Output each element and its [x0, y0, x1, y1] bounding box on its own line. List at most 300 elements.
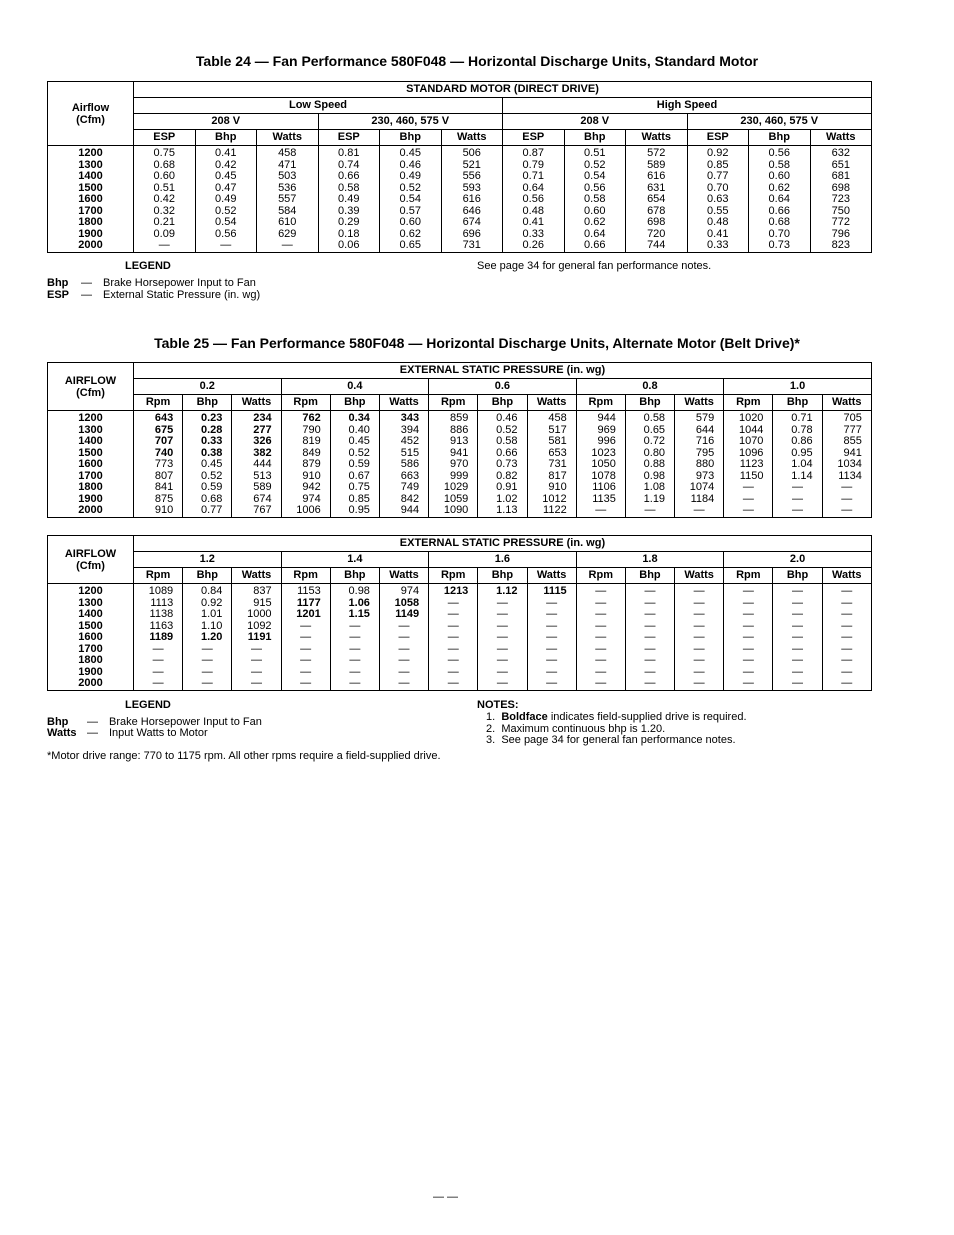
- data-cell: —: [183, 655, 232, 667]
- data-cell: 581: [527, 436, 576, 448]
- data-cell: 458: [527, 411, 576, 425]
- data-cell: 0.60: [380, 217, 442, 229]
- column-header: Bhp: [478, 395, 527, 411]
- data-cell: 996: [576, 436, 625, 448]
- column-header: Watts: [441, 130, 503, 146]
- data-cell: 458: [257, 146, 319, 160]
- note-item: 2. Maximum continuous bhp is 1.20.: [486, 723, 666, 735]
- table25-title: Table 25 — Fan Performance 580F048 — Horizontal Discharge Units, Alternate Motor (Belt Drive)*: [154, 335, 800, 351]
- data-cell: —: [576, 678, 625, 690]
- column-header: Rpm: [724, 395, 773, 411]
- data-cell: 0.41: [195, 146, 257, 160]
- data-cell: 1163: [134, 621, 183, 633]
- data-cell: 0.52: [183, 471, 232, 483]
- legend-dash: —: [87, 727, 98, 739]
- data-cell: 807: [134, 471, 183, 483]
- data-cell: —: [773, 644, 822, 656]
- data-cell: —: [478, 655, 527, 667]
- data-cell: —: [330, 655, 379, 667]
- data-cell: —: [134, 240, 196, 252]
- notes-title: NOTES:: [477, 699, 519, 711]
- data-cell: 0.58: [564, 194, 626, 206]
- data-cell: —: [134, 644, 183, 656]
- column-header: Bhp: [195, 130, 257, 146]
- column-header: Watts: [626, 130, 688, 146]
- data-cell: 1.14: [773, 471, 822, 483]
- data-cell: 0.45: [195, 171, 257, 183]
- data-cell: 629: [257, 229, 319, 241]
- data-cell: 1138: [134, 609, 183, 621]
- data-cell: 974: [379, 584, 428, 598]
- column-header: Rpm: [724, 568, 773, 584]
- airflow-cell: 1400: [48, 609, 134, 621]
- table25-legend-title: LEGEND: [125, 699, 171, 711]
- data-cell: —: [527, 678, 576, 690]
- data-cell: 674: [441, 217, 503, 229]
- data-cell: 720: [626, 229, 688, 241]
- voltage-header: 208 V: [503, 114, 688, 130]
- data-cell: 0.65: [380, 240, 442, 252]
- data-cell: 0.54: [380, 194, 442, 206]
- data-cell: 0.26: [503, 240, 565, 252]
- data-cell: —: [773, 621, 822, 633]
- data-cell: —: [429, 598, 478, 610]
- table-row: [48, 584, 872, 598]
- data-cell: —: [724, 609, 773, 621]
- data-cell: 999: [429, 471, 478, 483]
- data-cell: —: [195, 240, 257, 252]
- data-cell: 1.15: [330, 609, 379, 621]
- data-cell: —: [625, 609, 674, 621]
- data-cell: 0.65: [625, 425, 674, 437]
- data-cell: 0.68: [134, 160, 196, 172]
- data-cell: —: [773, 609, 822, 621]
- data-cell: —: [724, 667, 773, 679]
- data-cell: —: [822, 505, 871, 517]
- data-cell: —: [232, 644, 281, 656]
- airflow-cell: 2000: [48, 678, 134, 690]
- data-cell: 723: [810, 194, 872, 206]
- data-cell: 772: [810, 217, 872, 229]
- motor-header: STANDARD MOTOR (DIRECT DRIVE): [134, 82, 872, 98]
- data-cell: —: [330, 667, 379, 679]
- data-cell: —: [675, 678, 724, 690]
- data-cell: 0.52: [478, 425, 527, 437]
- data-cell: —: [625, 632, 674, 644]
- data-cell: 0.73: [478, 459, 527, 471]
- data-cell: —: [724, 584, 773, 598]
- data-cell: 1029: [429, 482, 478, 494]
- data-cell: 0.92: [687, 146, 749, 160]
- data-cell: 0.46: [478, 411, 527, 425]
- data-cell: 944: [576, 411, 625, 425]
- data-cell: —: [822, 667, 871, 679]
- data-cell: —: [625, 505, 674, 517]
- data-cell: —: [724, 678, 773, 690]
- data-cell: 589: [232, 482, 281, 494]
- data-cell: —: [724, 621, 773, 633]
- data-cell: 0.74: [318, 160, 380, 172]
- table24-note: See page 34 for general fan performance notes.: [477, 260, 712, 272]
- data-cell: 1134: [822, 471, 871, 483]
- column-header: Rpm: [134, 395, 183, 411]
- airflow-cell: 1800: [48, 482, 134, 494]
- data-cell: —: [429, 667, 478, 679]
- data-cell: 0.45: [380, 146, 442, 160]
- data-cell: —: [822, 609, 871, 621]
- data-cell: —: [625, 678, 674, 690]
- data-cell: 0.49: [318, 194, 380, 206]
- data-cell: —: [379, 678, 428, 690]
- data-cell: 0.70: [749, 229, 811, 241]
- airflow-cell: 1800: [48, 217, 134, 229]
- column-header: Watts: [822, 395, 871, 411]
- data-cell: —: [478, 621, 527, 633]
- data-cell: —: [822, 621, 871, 633]
- data-cell: —: [281, 632, 330, 644]
- data-cell: —: [527, 598, 576, 610]
- table-row: [48, 240, 872, 252]
- data-cell: 773: [134, 459, 183, 471]
- column-header: Watts: [379, 395, 428, 411]
- data-cell: 879: [281, 459, 330, 471]
- column-header: Rpm: [429, 395, 478, 411]
- data-cell: 0.28: [183, 425, 232, 437]
- data-cell: 678: [626, 206, 688, 218]
- pressure-header: 0.6: [429, 379, 577, 395]
- data-cell: —: [625, 667, 674, 679]
- data-cell: 1089: [134, 584, 183, 598]
- data-cell: 1113: [134, 598, 183, 610]
- airflow-cell: 1800: [48, 655, 134, 667]
- data-cell: —: [232, 678, 281, 690]
- legend-value: External Static Pressure (in. wg): [103, 289, 261, 301]
- data-cell: 0.60: [134, 171, 196, 183]
- data-cell: 0.95: [773, 448, 822, 460]
- table-row: [48, 505, 872, 517]
- data-cell: 0.70: [687, 183, 749, 195]
- data-cell: 1050: [576, 459, 625, 471]
- data-cell: 517: [527, 425, 576, 437]
- data-cell: 823: [810, 240, 872, 252]
- data-cell: 705: [822, 411, 871, 425]
- data-cell: 0.57: [380, 206, 442, 218]
- table25-part1: [47, 362, 872, 518]
- data-cell: 0.66: [318, 171, 380, 183]
- data-cell: 506: [441, 146, 503, 160]
- data-cell: 0.54: [195, 217, 257, 229]
- table-row: [48, 146, 872, 160]
- data-cell: —: [379, 667, 428, 679]
- airflow-header: AIRFLOW (Cfm): [48, 536, 134, 584]
- data-cell: 1135: [576, 494, 625, 506]
- data-cell: —: [625, 598, 674, 610]
- legend-row: [47, 728, 208, 740]
- airflow-cell: 1500: [48, 183, 134, 195]
- data-cell: 1213: [429, 584, 478, 598]
- data-cell: 0.06: [318, 240, 380, 252]
- data-cell: —: [822, 598, 871, 610]
- column-header: Watts: [379, 568, 428, 584]
- low-speed-header: Low Speed: [134, 98, 503, 114]
- column-header: Watts: [527, 395, 576, 411]
- data-cell: —: [379, 621, 428, 633]
- table-row: [48, 482, 872, 494]
- data-cell: 0.58: [625, 411, 674, 425]
- legend-row: [47, 290, 260, 302]
- data-cell: 0.64: [749, 194, 811, 206]
- data-cell: —: [724, 655, 773, 667]
- data-cell: 886: [429, 425, 478, 437]
- data-cell: 1006: [281, 505, 330, 517]
- data-cell: 515: [379, 448, 428, 460]
- data-cell: 795: [675, 448, 724, 460]
- airflow-cell: 1900: [48, 229, 134, 241]
- data-cell: —: [576, 667, 625, 679]
- data-cell: —: [429, 632, 478, 644]
- data-cell: 0.41: [687, 229, 749, 241]
- data-cell: —: [675, 609, 724, 621]
- data-cell: 698: [626, 217, 688, 229]
- data-cell: 616: [441, 194, 503, 206]
- legend-value: Brake Horsepower Input to Fan: [109, 716, 262, 728]
- data-cell: 0.80: [625, 448, 674, 460]
- data-cell: —: [478, 598, 527, 610]
- high-speed-header: High Speed: [503, 98, 872, 114]
- data-cell: 0.39: [318, 206, 380, 218]
- data-cell: 681: [810, 171, 872, 183]
- data-cell: 0.88: [625, 459, 674, 471]
- data-cell: —: [576, 632, 625, 644]
- data-cell: 837: [232, 584, 281, 598]
- data-cell: 0.56: [749, 146, 811, 160]
- data-cell: 0.68: [749, 217, 811, 229]
- data-cell: 593: [441, 183, 503, 195]
- data-cell: —: [625, 584, 674, 598]
- column-header: Rpm: [281, 395, 330, 411]
- column-header: Bhp: [773, 568, 822, 584]
- data-cell: 0.58: [318, 183, 380, 195]
- data-cell: 0.71: [503, 171, 565, 183]
- data-cell: 941: [429, 448, 478, 460]
- data-cell: 973: [675, 471, 724, 483]
- data-cell: —: [724, 482, 773, 494]
- data-cell: —: [183, 644, 232, 656]
- data-cell: 1.08: [625, 482, 674, 494]
- data-cell: 698: [810, 183, 872, 195]
- data-cell: 0.33: [687, 240, 749, 252]
- data-cell: —: [675, 505, 724, 517]
- data-cell: —: [675, 667, 724, 679]
- airflow-cell: 1900: [48, 494, 134, 506]
- data-cell: 471: [257, 160, 319, 172]
- data-cell: —: [773, 505, 822, 517]
- column-header: Watts: [822, 568, 871, 584]
- column-header: Rpm: [134, 568, 183, 584]
- data-cell: 0.86: [773, 436, 822, 448]
- data-cell: 0.18: [318, 229, 380, 241]
- data-cell: 0.64: [564, 229, 626, 241]
- data-cell: —: [429, 644, 478, 656]
- data-cell: 942: [281, 482, 330, 494]
- airflow-header: AIRFLOW (Cfm): [48, 363, 134, 411]
- data-cell: 1106: [576, 482, 625, 494]
- legend-dash: —: [87, 716, 98, 728]
- data-cell: 1191: [232, 632, 281, 644]
- data-cell: 910: [134, 505, 183, 517]
- airflow-header: Airflow (Cfm): [48, 82, 134, 146]
- data-cell: 0.51: [564, 146, 626, 160]
- data-cell: —: [379, 655, 428, 667]
- airflow-cell: 1200: [48, 584, 134, 598]
- data-cell: 0.52: [380, 183, 442, 195]
- column-header: Bhp: [183, 395, 232, 411]
- data-cell: 579: [675, 411, 724, 425]
- data-cell: —: [183, 678, 232, 690]
- legend-dash: —: [81, 289, 92, 301]
- data-cell: —: [576, 609, 625, 621]
- table25-part2: [47, 535, 872, 691]
- table24-legend-title: LEGEND: [125, 260, 171, 272]
- column-header: ESP: [318, 130, 380, 146]
- data-cell: —: [576, 584, 625, 598]
- data-cell: 616: [626, 171, 688, 183]
- data-cell: 1096: [724, 448, 773, 460]
- airflow-cell: 1700: [48, 206, 134, 218]
- data-cell: 1059: [429, 494, 478, 506]
- data-cell: 0.77: [183, 505, 232, 517]
- data-cell: 915: [232, 598, 281, 610]
- data-cell: 234: [232, 411, 281, 425]
- data-cell: 0.77: [687, 171, 749, 183]
- airflow-cell: 2000: [48, 240, 134, 252]
- data-cell: —: [232, 655, 281, 667]
- airflow-cell: 1700: [48, 471, 134, 483]
- data-cell: 0.95: [330, 505, 379, 517]
- voltage-header: 208 V: [134, 114, 319, 130]
- column-header: Rpm: [281, 568, 330, 584]
- data-cell: 744: [626, 240, 688, 252]
- data-cell: 643: [134, 411, 183, 425]
- data-cell: 941: [822, 448, 871, 460]
- data-cell: 0.46: [380, 160, 442, 172]
- data-cell: 974: [281, 494, 330, 506]
- data-cell: —: [724, 598, 773, 610]
- data-cell: 880: [675, 459, 724, 471]
- data-cell: 0.91: [478, 482, 527, 494]
- pressure-header: 1.0: [724, 379, 872, 395]
- data-cell: 0.59: [183, 482, 232, 494]
- data-cell: —: [576, 505, 625, 517]
- data-cell: 1090: [429, 505, 478, 517]
- data-cell: 0.71: [773, 411, 822, 425]
- data-cell: —: [822, 494, 871, 506]
- data-cell: 1150: [724, 471, 773, 483]
- data-cell: 0.56: [195, 229, 257, 241]
- data-cell: 1044: [724, 425, 773, 437]
- pressure-header: 1.8: [576, 552, 724, 568]
- pressure-header: 1.2: [134, 552, 282, 568]
- data-cell: 0.33: [503, 229, 565, 241]
- table-row: [48, 436, 872, 448]
- data-cell: 1.19: [625, 494, 674, 506]
- data-cell: —: [429, 621, 478, 633]
- data-cell: 653: [527, 448, 576, 460]
- data-cell: 796: [810, 229, 872, 241]
- airflow-cell: 1900: [48, 667, 134, 679]
- data-cell: —: [724, 632, 773, 644]
- page-number: — —: [433, 1191, 459, 1203]
- data-cell: —: [281, 678, 330, 690]
- data-cell: 767: [232, 505, 281, 517]
- column-header: Watts: [810, 130, 872, 146]
- column-header: Watts: [257, 130, 319, 146]
- data-cell: —: [429, 678, 478, 690]
- data-cell: 0.66: [564, 240, 626, 252]
- column-header: Bhp: [183, 568, 232, 584]
- data-cell: —: [134, 655, 183, 667]
- data-cell: 1115: [527, 584, 576, 598]
- legend-key: Bhp: [47, 716, 69, 728]
- column-header: Bhp: [564, 130, 626, 146]
- column-header: ESP: [687, 130, 749, 146]
- data-cell: —: [773, 584, 822, 598]
- data-cell: 0.72: [625, 436, 674, 448]
- data-cell: 0.48: [503, 206, 565, 218]
- data-cell: 0.84: [183, 584, 232, 598]
- legend-value: Input Watts to Motor: [109, 727, 208, 739]
- data-cell: —: [527, 621, 576, 633]
- data-cell: 0.85: [687, 160, 749, 172]
- data-cell: 0.63: [687, 194, 749, 206]
- data-cell: 343: [379, 411, 428, 425]
- pressure-header: 1.6: [429, 552, 577, 568]
- data-cell: —: [429, 609, 478, 621]
- data-cell: —: [724, 644, 773, 656]
- data-cell: —: [527, 609, 576, 621]
- data-cell: —: [773, 482, 822, 494]
- data-cell: 944: [379, 505, 428, 517]
- column-header: Rpm: [576, 395, 625, 411]
- data-cell: 0.62: [564, 217, 626, 229]
- column-header: Bhp: [749, 130, 811, 146]
- data-cell: —: [134, 678, 183, 690]
- column-header: Bhp: [330, 395, 379, 411]
- data-cell: —: [625, 621, 674, 633]
- data-cell: —: [379, 632, 428, 644]
- column-header: Watts: [675, 568, 724, 584]
- data-cell: —: [330, 621, 379, 633]
- data-cell: 0.59: [330, 459, 379, 471]
- data-cell: —: [773, 494, 822, 506]
- data-cell: 0.67: [330, 471, 379, 483]
- data-cell: 1201: [281, 609, 330, 621]
- data-cell: 1012: [527, 494, 576, 506]
- table-row: [48, 632, 872, 644]
- pressure-header: 0.4: [281, 379, 429, 395]
- table25-footnote: *Motor drive range: 770 to 1175 rpm. All other rpms require a field-supplied drive.: [47, 750, 441, 762]
- table-row: [48, 655, 872, 667]
- data-cell: 0.62: [749, 183, 811, 195]
- data-cell: 0.60: [749, 171, 811, 183]
- data-cell: —: [527, 655, 576, 667]
- data-cell: 0.98: [625, 471, 674, 483]
- legend-dash: —: [81, 277, 92, 289]
- data-cell: 0.51: [134, 183, 196, 195]
- airflow-cell: 1500: [48, 448, 134, 460]
- data-cell: 731: [527, 459, 576, 471]
- data-cell: —: [527, 632, 576, 644]
